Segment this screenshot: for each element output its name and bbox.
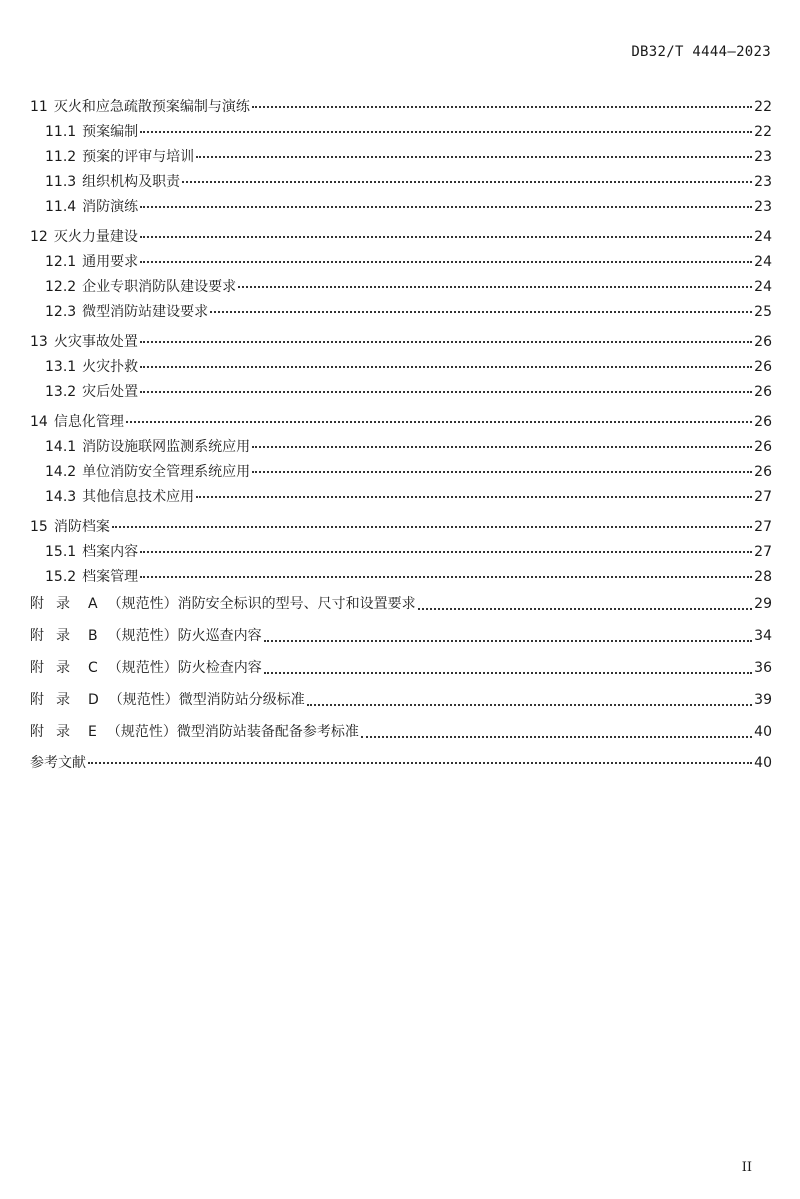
toc-entry-title: 消防设施联网监测系统应用 (82, 439, 251, 455)
dot-leader (140, 206, 752, 208)
dot-leader (126, 421, 752, 423)
dot-leader (196, 496, 752, 498)
toc-entry-page: 26 (754, 439, 772, 455)
appendix-title: 防火检查内容 (177, 660, 262, 676)
toc-section-entry[interactable] (30, 225, 772, 250)
toc-subsection-entry[interactable] (30, 300, 772, 325)
toc-entry-number: 11.4 (45, 199, 77, 215)
toc-entry-number: 14 (30, 414, 48, 430)
toc-entry-title: 消防档案 (53, 519, 110, 535)
appendix-type: （规范性） (107, 628, 178, 644)
dot-leader (196, 156, 752, 158)
toc-entry-title: 通用要求 (82, 254, 139, 270)
page-number: II (741, 1160, 752, 1175)
toc-entry-page: 29 (754, 596, 772, 612)
appendix-letter: E (88, 724, 97, 740)
toc-entry-page: 25 (754, 304, 772, 320)
toc-subsection-entry[interactable] (30, 355, 772, 380)
toc-entry-number: 14.3 (45, 489, 77, 505)
toc-entry-title: 消防演练 (82, 199, 139, 215)
dot-leader (252, 446, 752, 448)
toc-section-entry[interactable] (30, 410, 772, 435)
toc-entry-page: 24 (754, 254, 772, 270)
toc-entry-number: 15.1 (45, 544, 77, 560)
toc-entry-number: 11.3 (45, 174, 77, 190)
toc-entry-title: 档案内容 (82, 544, 139, 560)
table-of-contents (30, 95, 772, 776)
dot-leader (140, 341, 752, 343)
toc-subsection-entry[interactable] (30, 460, 772, 485)
toc-section-entry[interactable] (30, 515, 772, 540)
toc-subsection-entry[interactable] (30, 170, 772, 195)
dot-leader (252, 471, 752, 473)
dot-leader (140, 366, 752, 368)
appendix-label: 附录 (30, 724, 82, 740)
toc-entry-title: 单位消防安全管理系统应用 (82, 464, 251, 480)
toc-entry-number: 13 (30, 334, 48, 350)
toc-entry-title: 组织机构及职责 (82, 174, 181, 190)
toc-entry-title: 预案编制 (82, 124, 139, 140)
dot-leader (264, 672, 752, 674)
toc-entry-page: 40 (754, 755, 772, 771)
toc-entry-page: 26 (754, 334, 772, 350)
toc-entry-number: 13.1 (45, 359, 77, 375)
toc-entry-number: 15.2 (45, 569, 77, 585)
toc-entry-title: 灾后处置 (82, 384, 139, 400)
toc-subsection-entry[interactable] (30, 275, 772, 300)
dot-leader (112, 526, 752, 528)
toc-appendix-entry[interactable] (30, 714, 772, 750)
dot-leader (140, 236, 752, 238)
toc-subsection-entry[interactable] (30, 435, 772, 460)
toc-entry-number: 14.1 (45, 439, 77, 455)
dot-leader (182, 181, 752, 183)
toc-entry-page: 26 (754, 384, 772, 400)
toc-entry-number: 11 (30, 99, 48, 115)
toc-entry-page: 23 (754, 149, 772, 165)
toc-entry-page: 40 (754, 724, 772, 740)
toc-entry-title: 火灾扑救 (82, 359, 139, 375)
appendix-letter: C (88, 660, 98, 676)
toc-entry-page: 23 (754, 199, 772, 215)
appendix-title: 微型消防站分级标准 (178, 692, 305, 708)
toc-entry-number: 15 (30, 519, 48, 535)
toc-entry-page: 23 (754, 174, 772, 190)
toc-entry-number: 12.1 (45, 254, 77, 270)
toc-entry-title: 企业专职消防队建设要求 (82, 279, 237, 295)
appendix-type: （规范性） (106, 724, 177, 740)
toc-section-entry[interactable] (30, 95, 772, 120)
toc-entry-page: 26 (754, 414, 772, 430)
toc-appendix-entry[interactable] (30, 586, 772, 622)
appendix-title: 微型消防站装备配备参考标准 (176, 724, 359, 740)
toc-entry-title: 火灾事故处置 (53, 334, 138, 350)
document-id: DB32/T 4444—2023 (631, 44, 771, 60)
toc-appendix-entry[interactable] (30, 682, 772, 718)
toc-appendix-entry[interactable] (30, 618, 772, 654)
appendix-letter: A (88, 596, 98, 612)
toc-entry-page: 39 (754, 692, 772, 708)
dot-leader (238, 286, 752, 288)
dot-leader (140, 391, 752, 393)
toc-entry-number: 12 (30, 229, 48, 245)
toc-subsection-entry[interactable] (30, 380, 772, 405)
toc-entry-number: 14.2 (45, 464, 77, 480)
toc-entry-page: 22 (754, 99, 772, 115)
appendix-letter: D (88, 692, 99, 708)
appendix-type: （规范性） (107, 596, 178, 612)
toc-entry-title: 其他信息技术应用 (82, 489, 195, 505)
toc-entry-page: 22 (754, 124, 772, 140)
dot-leader (140, 576, 752, 578)
toc-subsection-entry[interactable] (30, 120, 772, 145)
appendix-title: 消防安全标识的型号、尺寸和设置要求 (177, 596, 416, 612)
appendix-label: 附录 (30, 660, 82, 676)
toc-entry-page: 26 (754, 359, 772, 375)
appendix-label: 附录 (30, 596, 82, 612)
toc-entry-title: 灭火和应急疏散预案编制与演练 (53, 99, 250, 115)
dot-leader (307, 704, 752, 706)
toc-entry-number: 11.1 (45, 124, 77, 140)
dot-leader (361, 736, 752, 738)
toc-entry-page: 24 (754, 229, 772, 245)
toc-entry-number: 11.2 (45, 149, 77, 165)
references-title: 参考文献 (30, 755, 86, 771)
toc-entry-page: 36 (754, 660, 772, 676)
toc-subsection-entry[interactable] (30, 250, 772, 275)
toc-entry-page: 27 (754, 544, 772, 560)
toc-entry-page: 34 (754, 628, 772, 644)
toc-entry-number: 12.3 (45, 304, 77, 320)
toc-entry-title: 灭火力量建设 (53, 229, 138, 245)
toc-entry-page: 28 (754, 569, 772, 585)
toc-subsection-entry[interactable] (30, 145, 772, 170)
dot-leader (140, 261, 752, 263)
toc-entry-title: 档案管理 (82, 569, 139, 585)
dot-leader (140, 131, 752, 133)
appendix-type: （规范性） (108, 692, 179, 708)
appendix-label: 附录 (30, 628, 82, 644)
toc-entry-page: 27 (754, 519, 772, 535)
toc-subsection-entry[interactable] (30, 195, 772, 220)
toc-entry-title: 信息化管理 (53, 414, 124, 430)
toc-entry-number: 12.2 (45, 279, 77, 295)
toc-appendix-entry[interactable] (30, 650, 772, 686)
toc-subsection-entry[interactable] (30, 485, 772, 510)
toc-subsection-entry[interactable] (30, 540, 772, 565)
appendix-letter: B (88, 628, 98, 644)
toc-entry-page: 27 (754, 489, 772, 505)
dot-leader (264, 640, 753, 642)
appendix-type: （规范性） (107, 660, 178, 676)
dot-leader (252, 106, 752, 108)
dot-leader (140, 551, 752, 553)
appendix-label: 附录 (30, 692, 82, 708)
dot-leader (88, 762, 752, 764)
toc-entry-page: 26 (754, 464, 772, 480)
toc-references-entry[interactable] (30, 750, 772, 776)
toc-section-entry[interactable] (30, 330, 772, 355)
toc-entry-title: 预案的评审与培训 (82, 149, 195, 165)
appendix-title: 防火巡查内容 (177, 628, 262, 644)
dot-leader (418, 608, 753, 610)
toc-entry-page: 24 (754, 279, 772, 295)
toc-entry-number: 13.2 (45, 384, 77, 400)
toc-entry-title: 微型消防站建设要求 (82, 304, 209, 320)
dot-leader (210, 311, 752, 313)
